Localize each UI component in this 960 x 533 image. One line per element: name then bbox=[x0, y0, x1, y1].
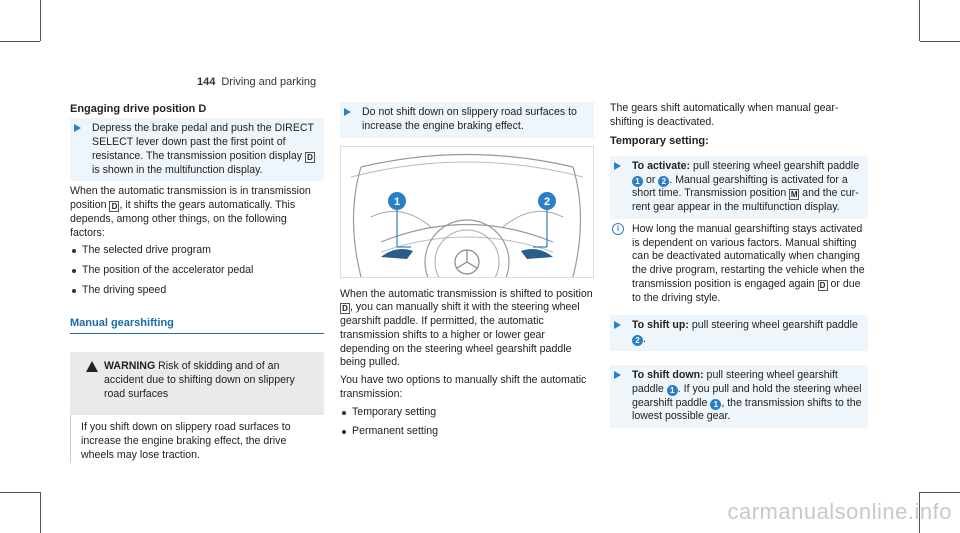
list-item: Temporary setting bbox=[340, 406, 594, 420]
drive-position-key-icon: D bbox=[305, 152, 315, 163]
step-shift-down: To shift down: pull steering wheel gearshift paddle 1 . If you pull and hold the steering wheel gearshift paddle 1 , the transmission shifts to the lowest possible gear. bbox=[610, 365, 868, 428]
steering-wheel-figure bbox=[340, 146, 594, 278]
warning-box: WARNING Risk of skidding and of an accident due to shifting down on slippery road surfaces bbox=[70, 352, 324, 415]
step-arrow-icon bbox=[614, 162, 621, 170]
temporary-heading: Temporary setting: bbox=[610, 134, 709, 147]
crop-mark bbox=[919, 0, 920, 41]
automatic-paragraph: When the automatic transmission is in transmission position D , it shifts the gears automatically. This depends, among other things, on the following factors: bbox=[70, 185, 311, 239]
manual-section-title: Manual gearshifting bbox=[70, 316, 324, 334]
crop-mark bbox=[920, 41, 960, 42]
crop-mark bbox=[0, 41, 40, 42]
crop-mark bbox=[40, 0, 41, 41]
drive-position-key-icon: D bbox=[340, 303, 350, 314]
steering-wheel-illustration bbox=[341, 147, 593, 277]
step-arrow-icon bbox=[344, 108, 351, 116]
list-item: Permanent setting bbox=[340, 425, 594, 439]
callout-2-badge: 2 bbox=[632, 335, 643, 346]
warning-label: WARNING bbox=[104, 360, 156, 373]
callout-2-badge: 2 bbox=[658, 176, 669, 187]
page-header bbox=[197, 75, 316, 89]
column-2 bbox=[340, 102, 594, 445]
step-activate: To activate: pull steering wheel gearshift paddle 1 or 2 . Manual gearshifting is activated for a short time. Transmission position M and the current gear appear in the multifunction display. bbox=[610, 156, 868, 219]
page-number: 144 bbox=[197, 76, 216, 88]
step-shift-up: To shift up: pull steering wheel gearshift paddle 2 . bbox=[610, 315, 868, 351]
info-note: i How long the manual gearshifting stays activated is dependent on various factors. Manual shifting can be deactivated automatically when changing the drive program, restarting the vehicle when the transmission position is engaged again D or due to the driving style. bbox=[610, 223, 868, 306]
column-1 bbox=[70, 102, 324, 463]
list-item: The selected drive program bbox=[70, 244, 324, 258]
manual-position-key-icon: M bbox=[790, 190, 798, 200]
callout-2-label: 2 bbox=[543, 195, 551, 208]
callout-1-badge: 1 bbox=[632, 176, 643, 187]
watermark: carmanualsonline.info bbox=[727, 499, 952, 525]
list-item: The driving speed bbox=[70, 284, 324, 298]
step-depress-brake: Depress the brake pedal and push the DIRECT SELECT lever down past the first point of resistance. The transmission position display D is shown in the multifunction display. bbox=[70, 118, 324, 181]
info-icon: i bbox=[612, 223, 624, 235]
factors-list bbox=[70, 244, 324, 297]
step-no-slippery: Do not shift down on slippery road surfaces to increase the engine braking effect. bbox=[340, 102, 594, 138]
options-list bbox=[340, 406, 594, 440]
callout-1-badge: 1 bbox=[667, 385, 678, 396]
step-arrow-icon bbox=[614, 371, 621, 379]
warning-triangle-icon bbox=[86, 361, 98, 372]
list-item: The position of the accelerator pedal bbox=[70, 264, 324, 278]
step-arrow-icon bbox=[614, 321, 621, 329]
section-name: Driving and parking bbox=[221, 76, 317, 88]
warning-body: If you shift down on slippery road surfaces to increase the engine braking effect, the drive wheels may lose traction. bbox=[70, 415, 324, 462]
drive-position-key-icon: D bbox=[818, 280, 828, 291]
intro-paragraph: The gears shift automatically when manual gearshifting is deactivated. bbox=[610, 102, 839, 128]
manual-shift-paragraph: When the automatic transmission is shifted to position D , you can manually shift it with the steering wheel gearshift paddle. If permitted, the automatic transmission shifts to a higher or lower gear depending on the steering wheel gearshift paddle being pulled. bbox=[340, 287, 593, 369]
step-arrow-icon bbox=[74, 124, 81, 132]
crop-mark bbox=[920, 492, 960, 493]
callout-1-badge: 1 bbox=[710, 399, 721, 410]
drive-position-key-icon: D bbox=[109, 201, 119, 212]
crop-mark bbox=[0, 492, 40, 493]
options-paragraph: You have two options to manually shift the automatic transmission: bbox=[340, 374, 587, 400]
column-3 bbox=[610, 102, 868, 432]
crop-mark bbox=[40, 492, 41, 533]
engaging-heading: Engaging drive position D bbox=[70, 103, 207, 115]
callout-1-label: 1 bbox=[393, 195, 401, 208]
